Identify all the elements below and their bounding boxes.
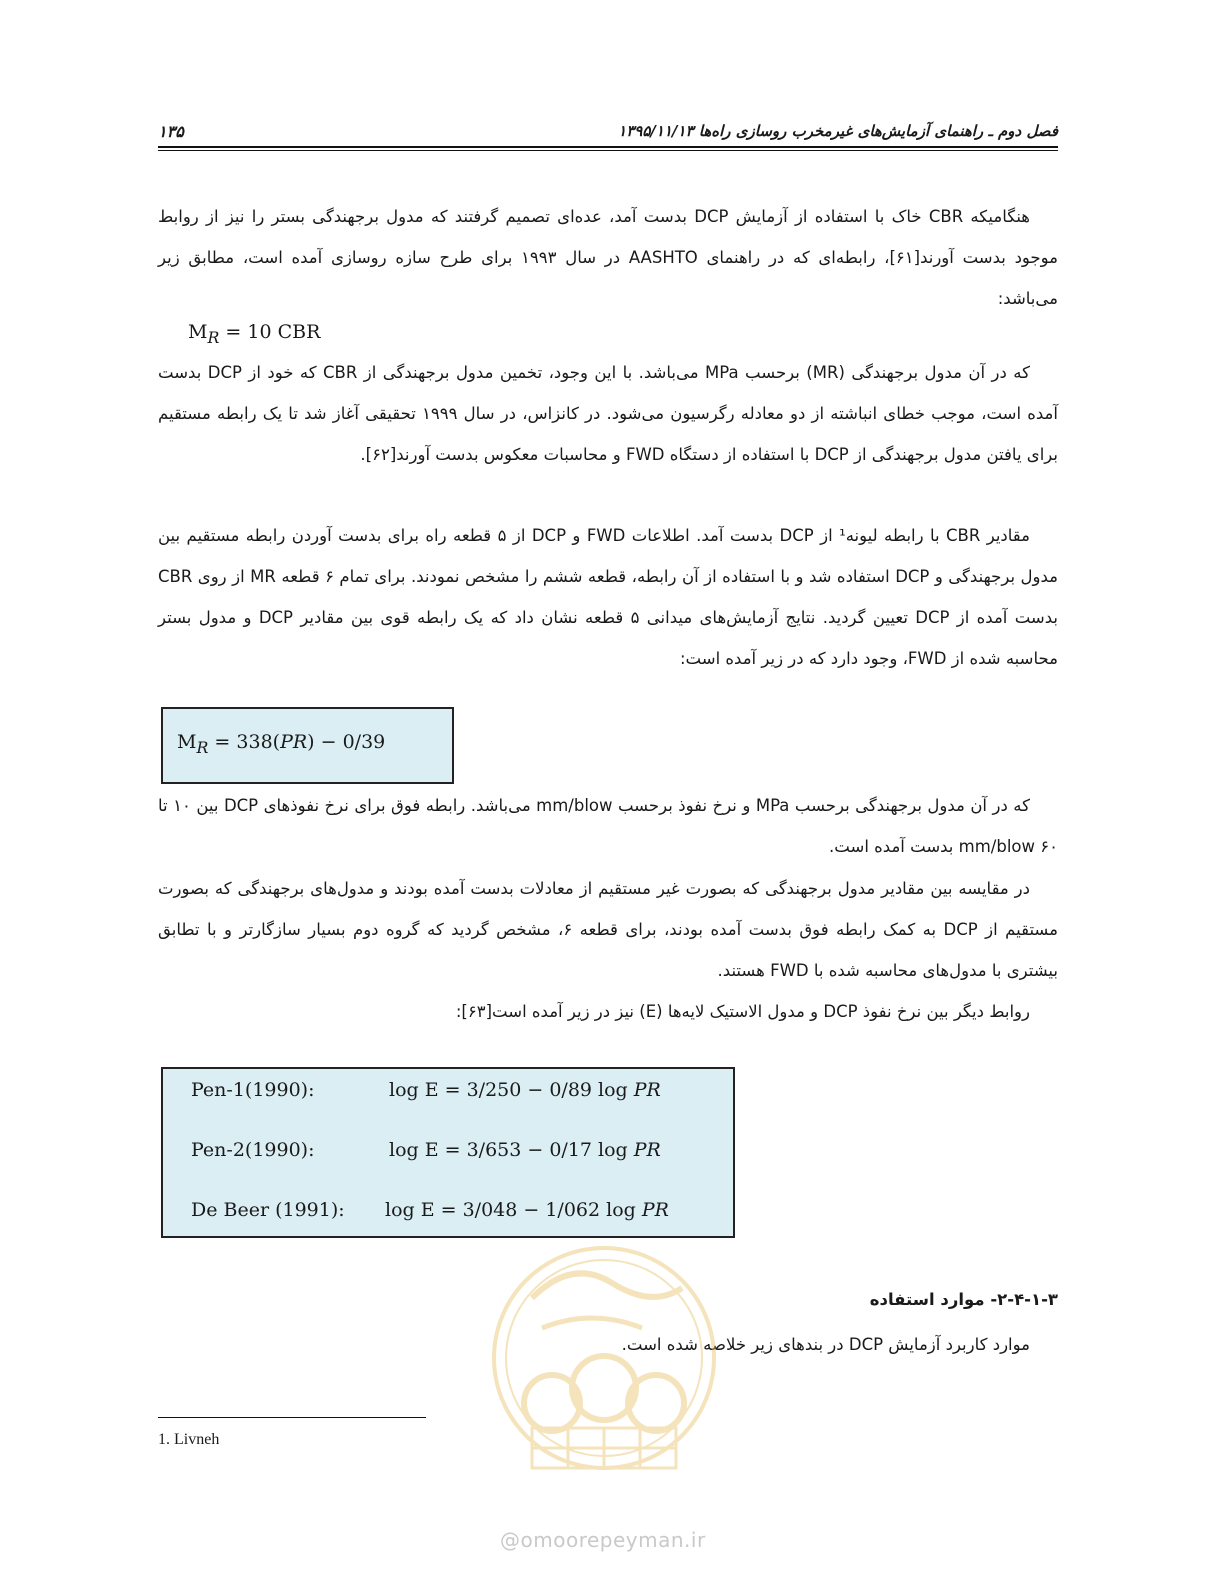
watermark-logo — [482, 1228, 726, 1512]
paragraph-6: روابط دیگر بین نرخ نفوذ DCP و مدول الاستیک لایه‌ها (E) نیز در زیر آمده است[۶۳]: — [455, 1002, 1030, 1021]
equation-mr-cbr: $M_R = 10$ CBR — [188, 321, 321, 347]
paragraph-1: هنگامیکه CBR خاک با استفاده از آزمایش DCP بدست آمد، عده‌ای تصمیم گرفتند که مدول برجهندگی بستر را نیز از روابط موجود بدست آورند[۶۱]، رابطه‌ای که در راهنمای AASHTO در سال ۱۹۹۳ برای طرح سازه روسازی آمده است، مطابق زیر می‌باشد: — [158, 207, 1058, 308]
equation-text: log E = 3/048 − 1/062 log PR — [385, 1199, 669, 1221]
paragraph-7: موارد کاربرد آزمایش DCP در بندهای زیر خلاصه شده است. — [621, 1335, 1030, 1354]
watermark-url: @omoorepeyman.ir — [500, 1528, 706, 1552]
header-rule-thin — [158, 150, 1058, 151]
equation-row — [163, 1079, 733, 1109]
paragraph-2: که در آن مدول برجهندگی (MR) برحسب MPa می‌باشد. با این وجود، تخمین مدول برجهندگی از CBR که خود از DCP بدست آمده است، موجب خطای انباشته از دو معادله رگرسیون می‌شود. در کانزاس، در سال ۱۹۹۹ تحقیقی آغاز شد تا یک رابطه مستقیم برای یافتن مدول برجهندگی از DCP با استفاده از دستگاه FWD و محاسبات معکوس بدست آورند[۶۲]. — [158, 363, 1058, 464]
paragraph-5: در مقایسه بین مقادیر مدول برجهندگی که بصورت غیر مستقیم از معادلات بدست آمده بودند و مدول‌های برجهندگی که بصورت مستقیم از DCP به کمک رابطه فوق بدست آمده بودند، برای قطعه ۶، مشخص گردید که گروه دوم بسیار سازگارتر و با تطابق بیشتری با مدول‌های محاسبه شده با FWD هستند. — [158, 879, 1058, 980]
equation-label: Pen-2(1990): — [191, 1139, 315, 1161]
equation-row — [163, 1139, 733, 1169]
equation-row — [163, 1199, 733, 1229]
equation-mr-pr: $M_R = 338(PR) - 0/39$ — [177, 731, 386, 757]
page-header — [158, 118, 1058, 152]
footnote: 1. Livneh — [158, 1431, 220, 1448]
equation-label: Pen-1(1990): — [191, 1079, 315, 1101]
paragraph-4: که در آن مدول برجهندگی برحسب MPa و نرخ نفوذ برحسب mm/blow می‌باشد. رابطه فوق برای نرخ نفوذهای DCP بین ۱۰ تا ۶۰ mm/blow بدست آمده است. — [158, 796, 1058, 856]
equation-box-dcp — [161, 707, 454, 784]
equation-label: De Beer (1991): — [191, 1199, 345, 1221]
header-rule — [158, 146, 1058, 148]
equation-text: log E = 3/250 − 0/89 log PR — [389, 1079, 661, 1101]
equation-text: log E = 3/653 − 0/17 log PR — [389, 1139, 661, 1161]
section-heading: ۲-۴-۱-۳- موارد استفاده — [869, 1290, 1058, 1309]
page-number: ۱۳۵ — [158, 122, 184, 141]
equation-box-elastic-modulus — [161, 1067, 735, 1238]
footnote-rule — [158, 1417, 426, 1418]
chapter-title: فصل دوم ـ راهنمای آزمایش‌های غیرمخرب روسازی راه‌ها ۱۳۹۵/۱۱/۱۳ — [618, 122, 1058, 140]
paragraph-3: مقادیر CBR با رابطه لیونه¹ از DCP بدست آمد. اطلاعات FWD و DCP از ۵ قطعه راه برای بدست آوردن رابطه مستقیم بین مدول برجهندگی و DCP استفاده شد و با استفاده از آن رابطه، قطعه ششم را مشخص نمودند. برای تمام ۶ قطعه MR از روی CBR بدست آمده از DCP تعیین گردید. نتایج آزمایش‌های میدانی ۵ قطعه نشان داد که یک رابطه قوی بین مقادیر DCP و مدول بستر محاسبه شده از FWD، وجود دارد که در زیر آمده است: — [158, 526, 1058, 668]
